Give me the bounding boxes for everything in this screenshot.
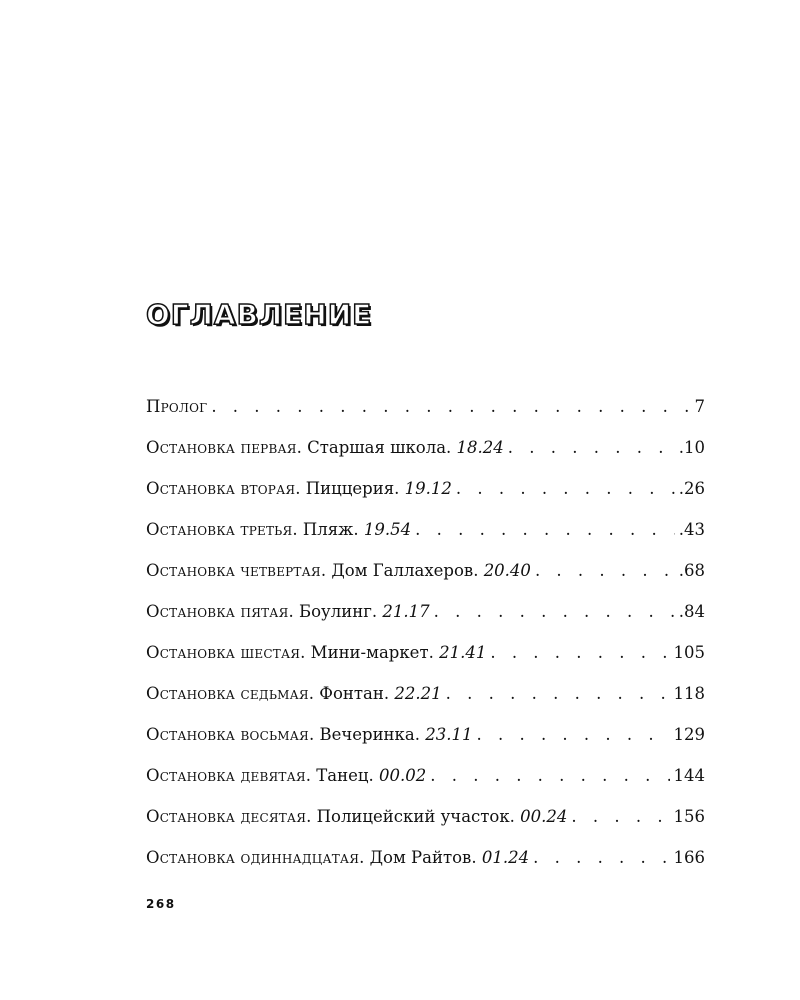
- toc-entry-place: Танец: [316, 766, 369, 785]
- toc-entry-stop-5: Остановка пятая . Боулинг . 21.17 . . . .84: [146, 597, 705, 638]
- toc-entry-page: .10: [678, 438, 705, 457]
- toc-entry-stop: Остановка седьмая: [146, 684, 309, 703]
- toc-entry-stop: Пролог: [146, 397, 208, 416]
- toc-entry-stop-7: Остановка седьмая . Фонтан . 22.21 . . . 118: [146, 679, 705, 720]
- dot-leader: [430, 761, 669, 791]
- toc-entry-place: Дом Райтов: [369, 848, 472, 867]
- toc-entry-stop-3: Остановка третья . Пляж . 19.54 . . . .43: [146, 515, 705, 556]
- toc-entry-stop-9: Остановка девятая . Танец . 00.02 . . . 144: [146, 761, 705, 802]
- toc-entry-page: 156: [673, 807, 705, 826]
- toc-entry-stop-8: Остановка восьмая . Вечеринка . 23.11 . . . 129: [146, 720, 705, 761]
- toc-entry-stop-11: Остановка одиннадцатая . Дом Райтов . 01.24 . . . 166: [146, 843, 705, 884]
- toc-entry-stop: Остановка одиннадцатая: [146, 848, 360, 867]
- toc-entry-place: Фонтан: [319, 684, 384, 703]
- dot-leader: [211, 392, 690, 422]
- toc-entry-stop: Остановка десятая: [146, 807, 307, 826]
- toc-entry-page: .68: [678, 561, 705, 580]
- toc-entry-stop-1: Остановка первая . Старшая школа . 18.24 . . . .10: [146, 433, 705, 474]
- toc-entry-time: 00.24: [520, 807, 568, 826]
- toc-entry-place: Боулинг: [298, 602, 372, 621]
- toc-entry-time: 23.11: [425, 725, 473, 744]
- dot-leader: [508, 433, 675, 463]
- toc-entry-stop: Остановка первая: [146, 438, 297, 457]
- toc-entry-place: Пляж: [302, 520, 354, 539]
- dot-leader: [415, 515, 675, 545]
- toc-entry-time: 21.41: [439, 643, 487, 662]
- toc-entry-time: 18.24: [456, 438, 504, 457]
- toc-entry-stop-6: Остановка шестая . Мини-маркет . 21.41 . . . 105: [146, 638, 705, 679]
- toc-entry-page: .43: [678, 520, 705, 539]
- toc-entry-page: 166: [673, 848, 705, 867]
- dot-leader: [490, 638, 669, 668]
- toc-entry-place: Дом Галлахеров: [331, 561, 474, 580]
- dot-leader: [571, 802, 669, 832]
- toc-entry-place: Полицейский участок: [316, 807, 510, 826]
- toc-entry-page: 118: [673, 684, 705, 703]
- toc-heading: ОГЛАВЛЕНИЕ: [146, 298, 373, 331]
- toc-entry-stop: Остановка восьмая: [146, 725, 309, 744]
- toc-entry-page: 129: [673, 725, 705, 744]
- toc-entry-time: 19.12: [404, 479, 452, 498]
- toc-entry-stop: Остановка пятая: [146, 602, 289, 621]
- toc-entry-prologue: [146, 392, 705, 433]
- toc-entry-place: Пиццерия: [305, 479, 395, 498]
- toc-entry-time: 01.24: [481, 848, 530, 867]
- toc-entry-page: .26: [678, 479, 705, 498]
- dot-leader: [446, 679, 670, 709]
- toc-entry-stop: Остановка третья: [146, 520, 293, 539]
- toc-entry-page: .84: [678, 602, 705, 621]
- dot-leader: [456, 474, 675, 504]
- toc-entry-stop-10: Остановка десятая . Полицейский участок . 00.24 . . . 156: [146, 802, 705, 843]
- dot-leader: [434, 597, 675, 627]
- toc-entry-stop: Остановка четвертая: [146, 561, 321, 580]
- toc-entry-stop-4: Остановка четвертая . Дом Галлахеров . 20.40 . . . .68: [146, 556, 705, 597]
- toc-list: [146, 392, 705, 884]
- toc-entry-stop: Остановка девятая: [146, 766, 306, 785]
- toc-entry-time: 22.21: [394, 684, 442, 703]
- toc-entry-place: Старшая школа: [307, 438, 447, 457]
- dot-leader: [476, 720, 669, 750]
- toc-entry-page: 7: [694, 397, 705, 416]
- dot-leader: [533, 843, 669, 873]
- dot-leader: [535, 556, 675, 586]
- toc-entry-place: Вечеринка: [319, 725, 415, 744]
- toc-entry-time: 21.17: [382, 602, 430, 621]
- toc-entry-time: 20.40: [483, 561, 531, 580]
- toc-entry-time: 00.02: [378, 766, 427, 785]
- toc-entry-page: 105: [673, 643, 705, 662]
- toc-entry-place: Мини-маркет: [310, 643, 429, 662]
- toc-entry-time: 19.54: [363, 520, 412, 539]
- page-number: 268: [146, 897, 176, 911]
- toc-entry-stop: Остановка шестая: [146, 643, 301, 662]
- toc-entry-stop-2: Остановка вторая . Пиццерия . 19.12 . . . .26: [146, 474, 705, 515]
- toc-entry-page: 144: [673, 766, 705, 785]
- toc-entry-stop: Остановка вторая: [146, 479, 296, 498]
